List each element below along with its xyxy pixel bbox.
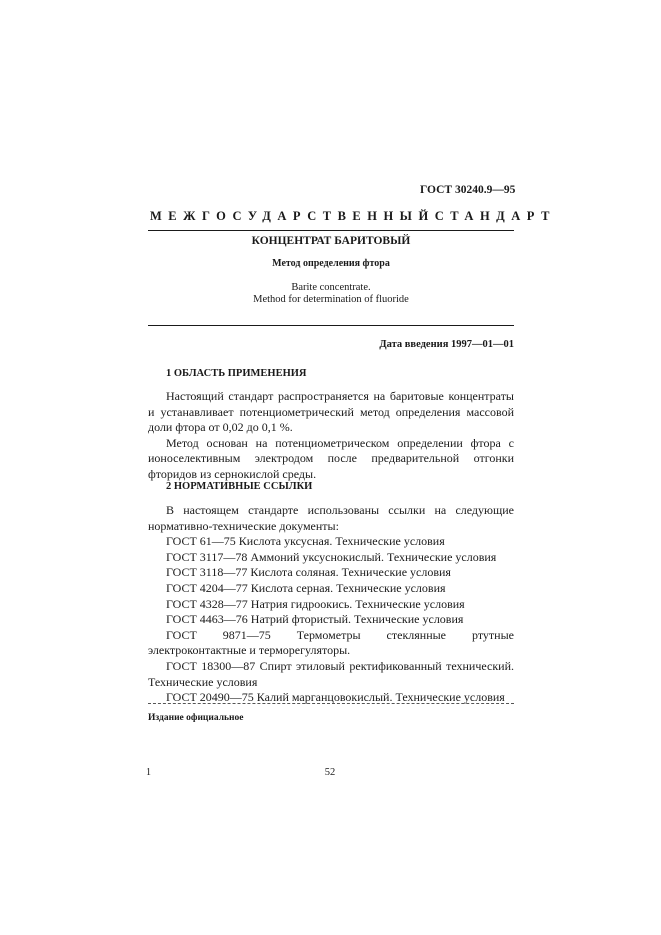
document-number: ГОСТ 30240.9—95 (420, 184, 516, 196)
reference-item: ГОСТ 3118—77 Кислота соляная. Технические условия (166, 565, 451, 580)
title-rule (148, 325, 514, 326)
document-title: КОНЦЕНТРАТ БАРИТОВЫЙ (251, 235, 411, 247)
section-1-paragraph-2: Метод основан на потенциометрическом определении фтора с ионоселективным электродом после предварительной отгонки фторидов из сернокислой среды. (148, 435, 514, 481)
section-1-paragraph-1: Настоящий стандарт распространяется на баритовые концентраты и устанавливает потенциометрический метод определения массовой доли фтора от 0,02 до 0,1 %. (148, 389, 514, 435)
standard-label: СТАНДАРТ (434, 209, 556, 223)
english-title (148, 282, 514, 306)
reference-item: ГОСТ 4463—76 Натрий фтористый. Технические условия (166, 612, 464, 627)
page-number: 52 (324, 767, 336, 778)
reference-item: ГОСТ 4204—77 Кислота серная. Технические условия (166, 580, 446, 595)
interstate-label: МЕЖГОСУДАРСТВЕННЫЙ (150, 209, 435, 223)
reference-item: ГОСТ 61—75 Кислота уксусная. Технические условия (166, 534, 445, 549)
interstate-standard-header (150, 209, 556, 224)
reference-item: ГОСТ 3117—78 Аммоний уксуснокислый. Технические условия (166, 549, 497, 564)
english-title-line-1: Barite concentrate. (291, 282, 371, 293)
reference-item: ГОСТ 18300—87 Спирт этиловый ректификованный технический. Технические условия (148, 658, 514, 689)
section-2-body (148, 503, 514, 706)
section-1-body (148, 389, 514, 483)
sheet-mark: 1 (146, 767, 151, 778)
document-subtitle: Метод определения фтора (272, 258, 390, 269)
official-edition-note: Издание официальное (148, 713, 244, 723)
section-2-heading: 2 НОРМАТИВНЫЕ ССЫЛКИ (166, 481, 313, 492)
section-1-heading: 1 ОБЛАСТЬ ПРИМЕНЕНИЯ (166, 368, 307, 379)
footer-rule (148, 703, 514, 704)
header-rule (148, 230, 514, 231)
reference-item: ГОСТ 9871—75 Термометры стеклянные ртутные электроконтактные и терморегуляторы. (148, 627, 514, 658)
reference-item: ГОСТ 4328—77 Натрия гидроокись. Технические условия (166, 596, 465, 611)
english-title-line-2: Method for determination of fluoride (253, 294, 409, 305)
section-2-intro: В настоящем стандарте использованы ссылки на следующие нормативно-технические документы: (148, 503, 514, 533)
reference-item: ГОСТ 20490—75 Калий марганцовокислый. Технические условия (166, 690, 505, 705)
introduction-date: Дата введения 1997—01—01 (379, 339, 514, 350)
